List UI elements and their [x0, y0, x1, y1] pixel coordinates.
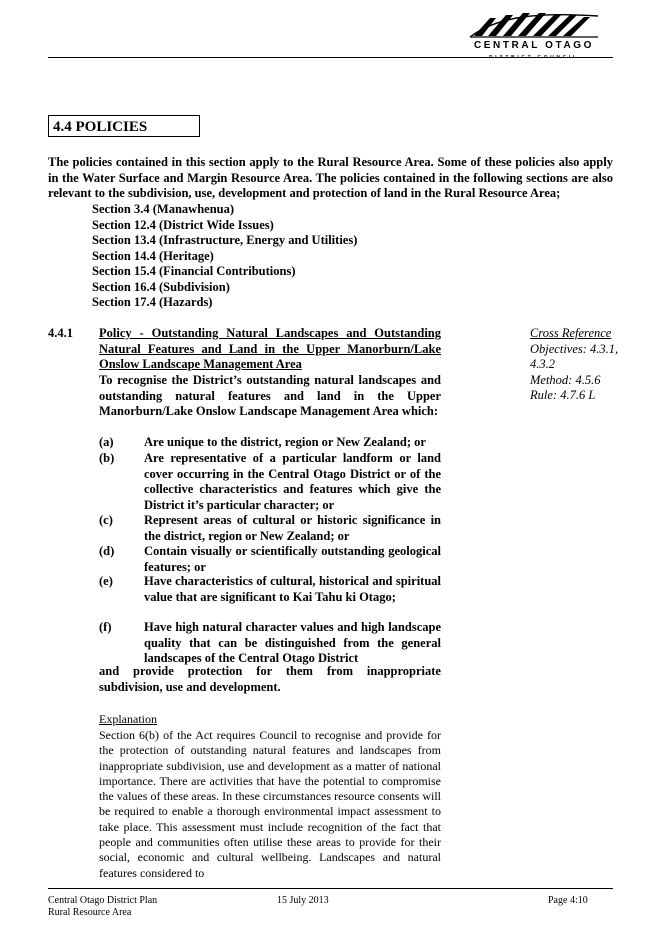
- related-section-item: Section 3.4 (Manawhenua): [92, 202, 235, 216]
- policy-item-text: Represent areas of cultural or historic significance in the district, region or New Zealand; or: [144, 513, 441, 543]
- related-section-item: Section 16.4 (Subdivision): [92, 279, 230, 294]
- cross-reference-line: Objectives: 4.3.1,: [530, 341, 619, 356]
- footer-area-name: Rural Resource Area: [48, 907, 132, 918]
- policy-item-label: (f): [99, 620, 112, 634]
- policy-title: Policy - Outstanding Natural Landscapes and Outstanding Natural Features and Land in the Upper Manorburn/Lake Onslow Landscape Management Area: [99, 326, 441, 371]
- mountain-stripes-icon: [468, 10, 600, 38]
- policy-item-label: (a): [99, 435, 114, 449]
- cross-reference-line: 4.3.2: [530, 357, 555, 371]
- related-section-item: Section 17.4 (Hazards): [92, 295, 213, 309]
- explanation-text: Section 6(b) of the Act requires Council to recognise and provide for the protection of outstanding natural features and landscapes from inappropriate subdivision, use and development as a matter of national importance. There are activities that have the potential to compromise the values of these areas. In these circumstances resource consents will be required to enable a thorough environmental impact assessment to take place. This assessment must include recognition of the fact that people and communities often utilise these areas to provide for their social, economic and cultural wellbeing. Landscapes and natural features considered to: [99, 728, 441, 880]
- related-section-item: Section 12.4 (District Wide Issues): [92, 217, 274, 232]
- related-section-item: Section 13.4 (Infrastructure, Energy and Utilities): [92, 233, 358, 247]
- related-section-item: Section 14.4 (Heritage): [92, 248, 214, 263]
- council-logo: [460, 10, 608, 62]
- cross-reference-line: Rule: 4.7.6 L: [530, 388, 596, 402]
- footer-page-number: Page 4:10: [548, 895, 588, 906]
- footer-divider: [48, 888, 613, 889]
- policy-closing: and provide protection for them from inappropriate subdivision, use and development.: [99, 664, 441, 694]
- policy-item-label: (d): [99, 544, 115, 558]
- section-heading: 4.4 POLICIES: [48, 115, 200, 137]
- cross-reference: [530, 326, 630, 404]
- policy-item-text: Contain visually or scientifically outstanding geological features; or: [144, 544, 441, 574]
- header-divider: [48, 57, 613, 58]
- policy-item-label: (c): [99, 513, 113, 527]
- related-sections-list: [92, 202, 392, 311]
- cross-reference-line: Method: 4.5.6: [530, 372, 601, 387]
- footer-date: 15 July 2013: [277, 895, 329, 906]
- policy-item-text: Have characteristics of cultural, historical and spiritual value that are significant to Kai Tahu ki Otago;: [144, 574, 441, 604]
- cross-reference-title: Cross Reference: [530, 326, 612, 340]
- policy-item-text: Are unique to the district, region or New Zealand; or: [144, 435, 426, 449]
- section-intro: The policies contained in this section apply to the Rural Resource Area. Some of these policies also apply in the Water Surface and Margin Resource Area. The policies contained in the following sections are also relevant to the subdivision, use, development and protection of land in the Rural Resource Area;: [48, 155, 613, 200]
- policy-item-label: (e): [99, 574, 113, 588]
- related-section-item: Section 15.4 (Financial Contributions): [92, 264, 296, 278]
- explanation-heading: Explanation: [99, 712, 157, 726]
- policy-intro: To recognise the District’s outstanding natural landscapes and outstanding natural features and land in the Upper Manorburn/Lake Onslow Landscape Management Area which:: [99, 373, 441, 418]
- policy-item-label: (b): [99, 451, 115, 465]
- policy-number: 4.4.1: [48, 326, 73, 340]
- policy-item-text: Have high natural character values and high landscape quality that can be distinguished from the general landscapes of the Central Otago District: [144, 620, 441, 665]
- logo-wordmark: CENTRAL OTAGO: [473, 40, 595, 51]
- footer-document-name: Central Otago District Plan: [48, 895, 158, 906]
- policy-item-text: Are representative of a particular landform or land cover occurring in the Central Otago District or of the collective characteristics and features which give the District it’s particular character; or: [144, 451, 441, 512]
